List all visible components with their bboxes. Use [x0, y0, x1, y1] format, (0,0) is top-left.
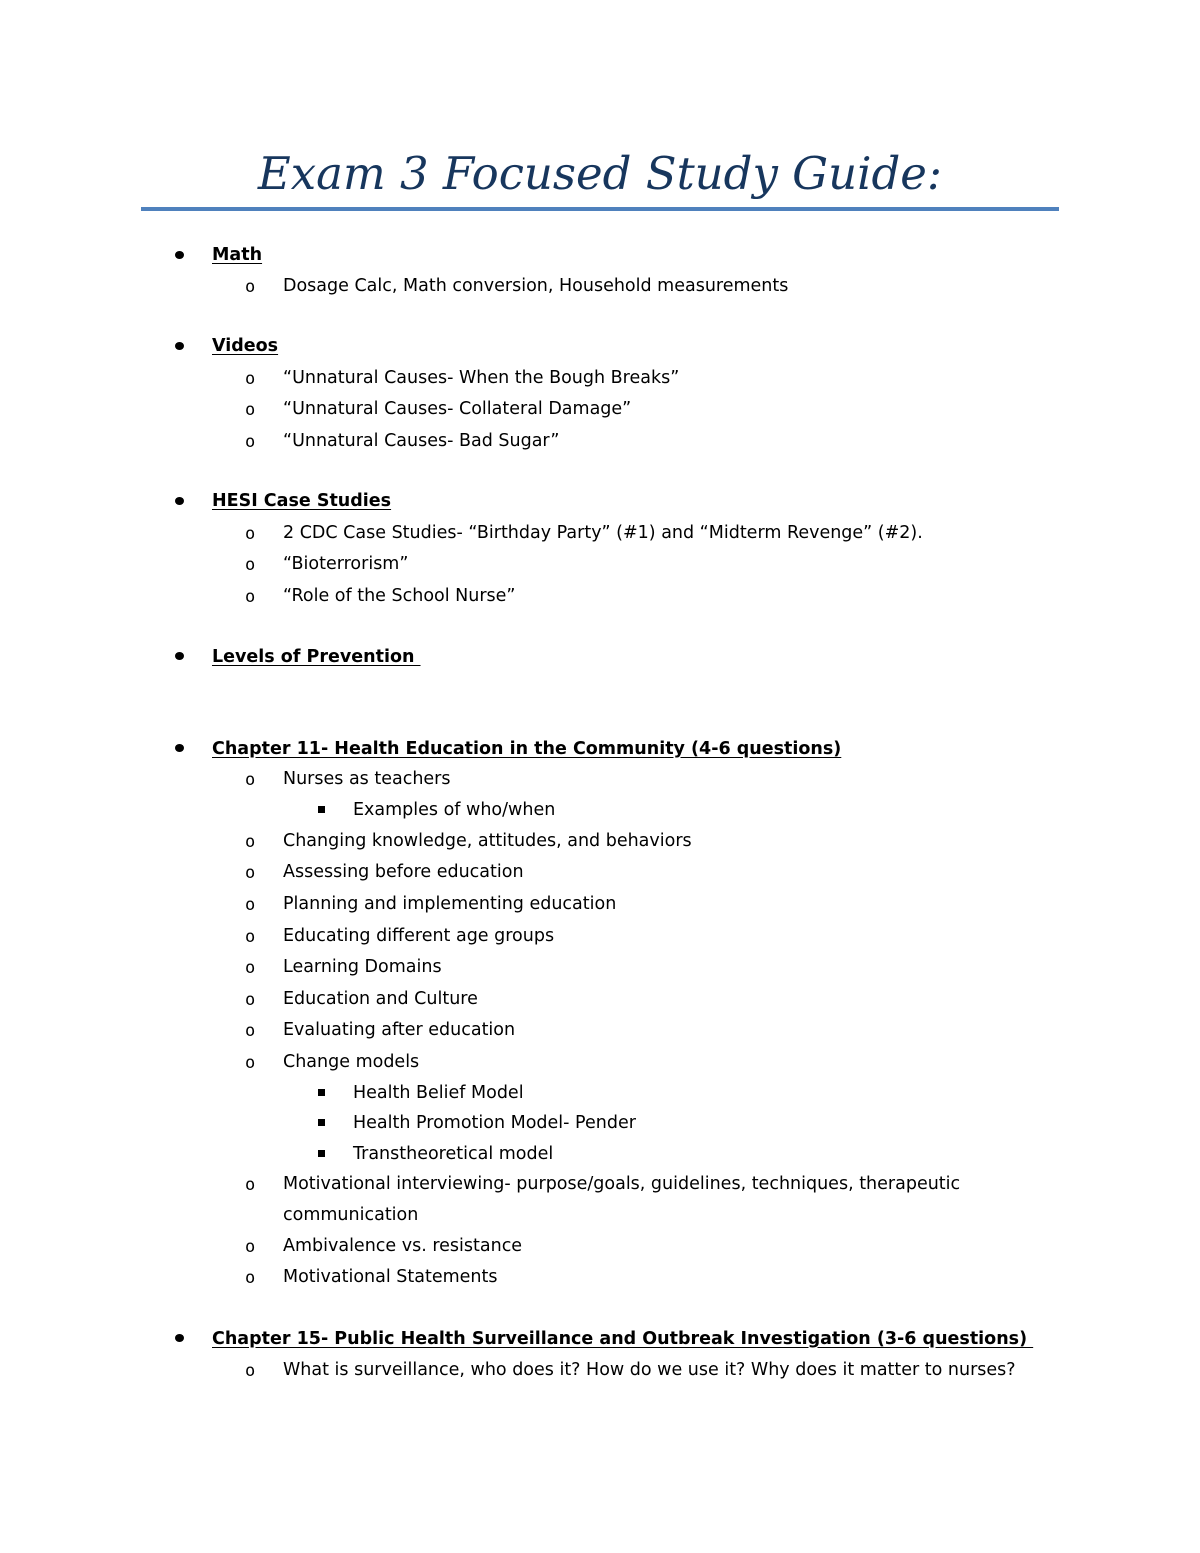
- sub-bullet-icon: o: [245, 1237, 256, 1257]
- bullet-icon: [175, 497, 184, 505]
- sub-bullet-icon: o: [245, 958, 256, 978]
- bullet-icon: [175, 342, 184, 350]
- sub-list-item: Examples of who/when: [353, 800, 556, 820]
- sub-bullet-icon: o: [245, 1268, 256, 1288]
- sub-bullet-icon: o: [245, 432, 256, 452]
- list-item: Learning Domains: [283, 957, 442, 977]
- sub-list-item: Health Promotion Model- Pender: [353, 1113, 636, 1133]
- list-item: Ambivalence vs. resistance: [283, 1236, 523, 1256]
- sub-bullet-icon: o: [245, 927, 256, 947]
- list-item: “Bioterrorism”: [283, 554, 409, 574]
- list-item: Changing knowledge, attitudes, and behaviors: [283, 831, 692, 851]
- sub-bullet-icon: o: [245, 400, 256, 420]
- sub-bullet-icon: o: [245, 990, 256, 1010]
- list-item: Assessing before education: [283, 862, 524, 882]
- list-item: 2 CDC Case Studies- “Birthday Party” (#1) and “Midterm Revenge” (#2).: [283, 523, 923, 543]
- square-bullet-icon: [318, 1150, 325, 1157]
- title-divider: [141, 207, 1059, 211]
- list-item: What is surveillance, who does it? How do we use it? Why does it matter to nurses?: [283, 1360, 1016, 1380]
- list-item: “Role of the School Nurse”: [283, 586, 516, 606]
- section-heading: Videos: [212, 336, 279, 356]
- list-item: Planning and implementing education: [283, 894, 617, 914]
- sub-bullet-icon: o: [245, 770, 256, 790]
- page-title: Exam 3 Focused Study Guide:: [257, 147, 943, 200]
- list-item: “Unnatural Causes- Bad Sugar”: [283, 431, 560, 451]
- section-heading: Math: [212, 245, 263, 265]
- list-item: Nurses as teachers: [283, 769, 451, 789]
- section-heading: Chapter 15- Public Health Surveillance and Outbreak Investigation (3-6 questions): [212, 1329, 1034, 1349]
- list-item: “Unnatural Causes- When the Bough Breaks”: [283, 368, 680, 388]
- sub-bullet-icon: o: [245, 1175, 256, 1195]
- sub-bullet-icon: o: [245, 555, 256, 575]
- list-item: Motivational Statements: [283, 1267, 498, 1287]
- list-item: Change models: [283, 1052, 420, 1072]
- list-item-continuation: communication: [283, 1205, 419, 1225]
- sub-list-item: Transtheoretical model: [353, 1144, 554, 1164]
- sub-bullet-icon: o: [245, 587, 256, 607]
- bullet-icon: [175, 1334, 184, 1342]
- bullet-icon: [175, 652, 184, 660]
- list-item: “Unnatural Causes- Collateral Damage”: [283, 399, 632, 419]
- square-bullet-icon: [318, 806, 325, 813]
- square-bullet-icon: [318, 1119, 325, 1126]
- sub-bullet-icon: o: [245, 832, 256, 852]
- sub-bullet-icon: o: [245, 863, 256, 883]
- sub-bullet-icon: o: [245, 1361, 256, 1381]
- sub-bullet-icon: o: [245, 524, 256, 544]
- sub-bullet-icon: o: [245, 369, 256, 389]
- list-item: Educating different age groups: [283, 926, 555, 946]
- section-heading: Levels of Prevention: [212, 647, 421, 667]
- section-heading: HESI Case Studies: [212, 491, 392, 511]
- sub-list-item: Health Belief Model: [353, 1083, 524, 1103]
- square-bullet-icon: [318, 1089, 325, 1096]
- sub-bullet-icon: o: [245, 277, 256, 297]
- list-item: Dosage Calc, Math conversion, Household measurements: [283, 276, 789, 296]
- sub-bullet-icon: o: [245, 895, 256, 915]
- list-item: Motivational interviewing- purpose/goals, guidelines, techniques, therapeutic: [283, 1174, 961, 1194]
- sub-bullet-icon: o: [245, 1021, 256, 1041]
- bullet-icon: [175, 251, 184, 259]
- sub-bullet-icon: o: [245, 1053, 256, 1073]
- list-item: Evaluating after education: [283, 1020, 516, 1040]
- list-item: Education and Culture: [283, 989, 478, 1009]
- bullet-icon: [175, 744, 184, 752]
- section-heading: Chapter 11- Health Education in the Community (4-6 questions): [212, 739, 842, 759]
